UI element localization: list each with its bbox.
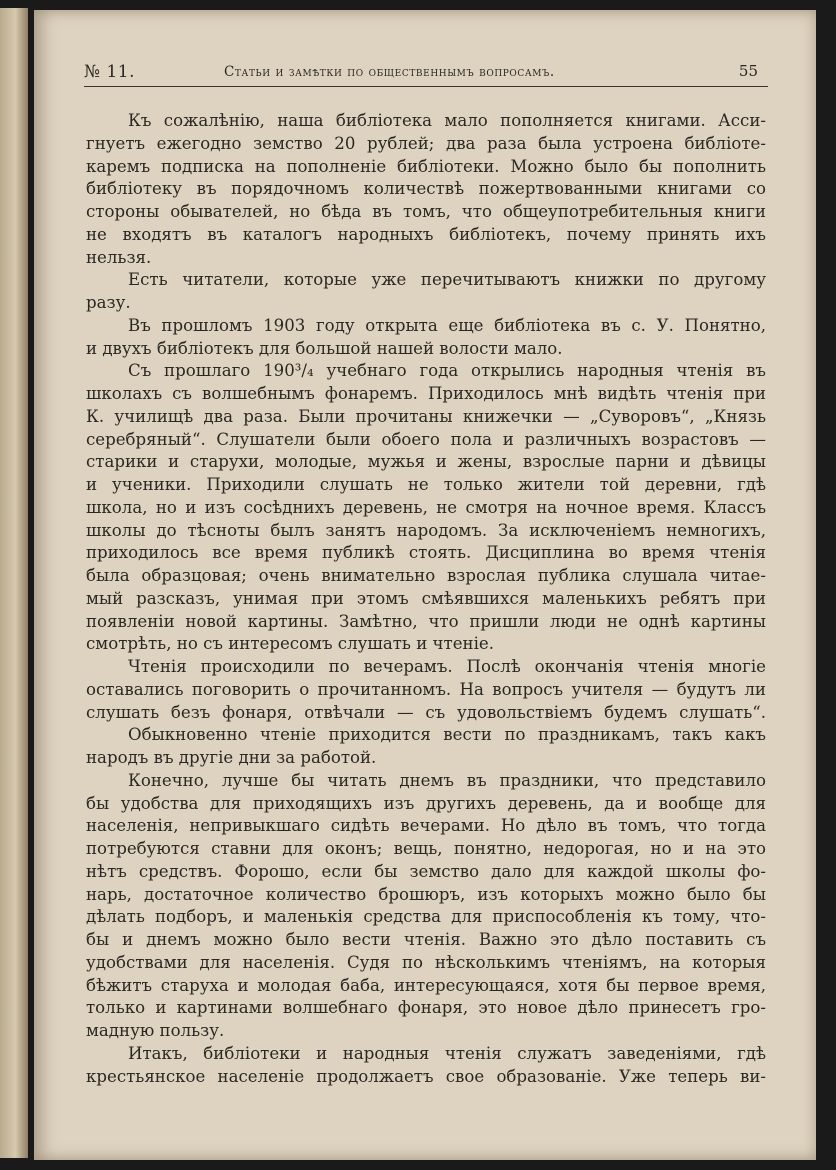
text-line: смотрѣть, но съ интересомъ слушать и чтеніе. bbox=[86, 634, 494, 654]
text-line: бы и днемъ можно было вести чтенія. Важно это дѣло поставить съ bbox=[86, 930, 766, 949]
text-line: слушать безъ фонаря, отвѣчали — съ удовольствіемъ будемъ слушать“. bbox=[86, 702, 766, 722]
text-line: Чтенія происходили по вечерамъ. Послѣ окончанія чтенія многіе bbox=[128, 657, 766, 676]
running-header bbox=[84, 60, 768, 87]
text-line: Есть читатели, которые уже перечитываютъ книжки по другому bbox=[128, 270, 766, 290]
text-line: Конечно, лучше бы читать днемъ въ праздники, что представило bbox=[128, 770, 766, 790]
text-line: Обыкновенно чтеніе приходится вести по праздникамъ, такъ какъ bbox=[128, 725, 766, 745]
text-line: нельзя. bbox=[86, 247, 152, 267]
text-line: нѣтъ средствъ. Форошо, если бы земство дало для каждой школы фо- bbox=[86, 861, 766, 881]
text-line: Итакъ, библіотеки и народныя чтенія служатъ заведеніями, гдѣ bbox=[128, 1043, 766, 1063]
page-number: 55 bbox=[738, 62, 758, 80]
text-line: только и картинами волшебнаго фонаря, это новое дѣло принесетъ гро- bbox=[86, 998, 766, 1018]
text-line: бы удобства для приходящихъ изъ другихъ деревень, да и вообще для bbox=[86, 793, 766, 813]
text-line: нарь, достаточное количество брошюръ, изъ которыхъ можно было бы bbox=[86, 884, 766, 904]
text-line: Къ сожалѣнію, наша библіотека мало пополняется книгами. Асси- bbox=[128, 111, 766, 130]
text-line: и ученики. Приходили слушать не только жители той деревни, гдѣ bbox=[86, 475, 766, 494]
text-line: школахъ съ волшебнымъ фонаремъ. Приходилось мнѣ видѣть чтенія при bbox=[86, 384, 766, 403]
text-line: мый разсказъ, унимая при этомъ смѣявшихся маленькихъ ребятъ при bbox=[86, 588, 766, 608]
text-line: Въ прошломъ 1903 году открыта еще библіотека въ с. У. Понятно, bbox=[128, 315, 766, 335]
text-line: бѣжитъ старуха и молодая баба, интересующаяся, хотя бы первое время, bbox=[86, 975, 766, 995]
text-line: каремъ подписка на пополненіе библіотеки. Можно было бы пополнить bbox=[86, 156, 766, 176]
text-line: школа, но и изъ сосѣднихъ деревень, не смотря на ночное время. Классъ bbox=[86, 497, 766, 517]
text-line: оставались поговорить о прочитанномъ. На вопросъ учителя — будутъ ли bbox=[86, 679, 766, 699]
text-line: была образцовая; очень внимательно взрослая публика слушала читае- bbox=[86, 566, 766, 585]
text-line: гнуетъ ежегодно земство 20 рублей; два раза была устроена библіоте- bbox=[86, 133, 766, 153]
text-line: К. училищѣ два раза. Были прочитаны книжечки — „Суворовъ“, „Князь bbox=[86, 406, 766, 426]
text-line: потребуются ставни для оконъ; вещь, понятно, недорогая, но и на это bbox=[86, 839, 766, 858]
running-title: Статьи и замѣтки по общественнымъ вопросамъ. bbox=[224, 64, 555, 80]
text-line: появленіи новой картины. Замѣтно, что пришли люди не однѣ картины bbox=[86, 611, 766, 631]
text-line: приходилось все время публикѣ стоять. Дисциплина во время чтенія bbox=[86, 543, 766, 563]
text-line: Съ прошлаго 190³/₄ учебнаго года открылись народныя чтенія въ bbox=[128, 361, 766, 381]
text-line: серебряный“. Слушатели были обоего пола и различныхъ возрастовъ — bbox=[86, 429, 766, 449]
text-line: народъ въ другіе дни за работой. bbox=[86, 748, 377, 767]
text-line: старики и старухи, молодые, мужья и жены, взрослые парни и дѣвицы bbox=[86, 452, 766, 472]
text-line: разу. bbox=[86, 293, 131, 312]
text-line: крестьянское населеніе продолжаетъ свое образованіе. Уже теперь ви- bbox=[86, 1066, 766, 1086]
text-line: дѣлать подборъ, и маленькія средства для приспособленія къ тому, что- bbox=[86, 907, 766, 927]
article-body bbox=[86, 110, 766, 1088]
text-line: библіотеку въ порядочномъ количествѣ пожертвованными книгами со bbox=[86, 179, 766, 199]
previous-page-edge bbox=[0, 8, 28, 1158]
text-line: мадную пользу. bbox=[86, 1021, 225, 1040]
text-line: стороны обывателей, но бѣда въ томъ, что общеупотребительныя книги bbox=[86, 202, 766, 221]
text-line: не входятъ въ каталогъ народныхъ библіотекъ, почему принять ихъ bbox=[86, 224, 766, 244]
issue-number: № 11. bbox=[84, 62, 136, 82]
text-line: населенія, непривыкшаго сидѣть вечерами. Но дѣло въ томъ, что тогда bbox=[86, 816, 766, 836]
text-line: школы до тѣсноты былъ занятъ народомъ. За исключеніемъ немногихъ, bbox=[86, 520, 766, 540]
text-line: удобствами для населенія. Судя по нѣсколькимъ чтеніямъ, на которыя bbox=[86, 952, 766, 972]
text-line: и двухъ библіотекъ для большой нашей волости мало. bbox=[86, 338, 563, 358]
